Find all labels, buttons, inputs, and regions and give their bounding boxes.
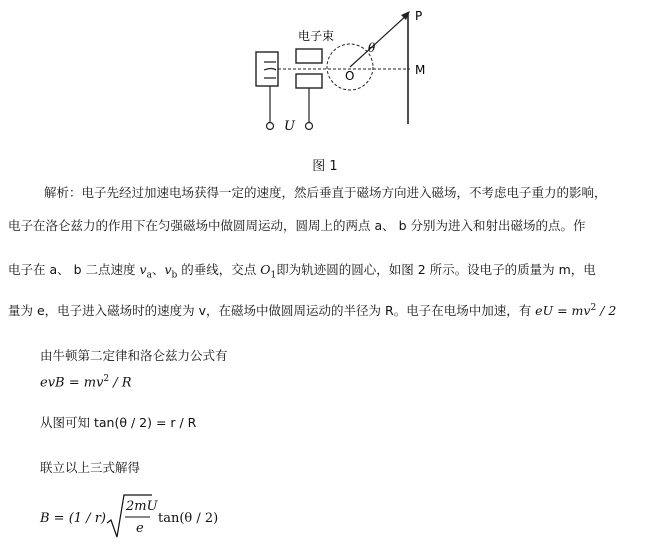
analysis-line-2: 电子在洛仑兹力的作用下在匀强磁场中做圆周运动，圆周上的两点 a、 b 分别为进入和射出磁场的点。作 — [8, 218, 586, 233]
separator: 、 — [151, 262, 165, 277]
apparatus-diagram — [250, 4, 440, 144]
apparatus-figure — [250, 4, 440, 144]
final-denominator: e — [136, 521, 144, 536]
energy-equation: eU = $mv^2 / 2$ — [535, 303, 617, 319]
analysis-line-3-part-a: 电子在 a、 b 二点速度 — [8, 262, 140, 277]
combine-text: 联立以上三式解得 — [40, 460, 141, 475]
center-O1: $O_1$ — [260, 262, 277, 281]
terminal-right — [306, 123, 313, 130]
analysis-line-3 — [8, 263, 648, 283]
analysis-line-1: 解析：电子先经过加速电场获得一定的速度，然后垂直于磁场方向进入磁场，不考虑电子重力的影响， — [44, 185, 607, 200]
label-beam: 电子束 — [298, 29, 335, 43]
anode-lower — [296, 74, 322, 88]
label-theta: θ — [368, 41, 376, 55]
final-numerator: 2mU — [126, 499, 158, 514]
label-O: O — [345, 69, 355, 83]
analysis-line-4 — [8, 301, 648, 318]
velocity-va: $v_a$ — [139, 262, 152, 281]
geometry-relation: 从图可知 tan(θ / 2) = r / R — [40, 415, 197, 430]
deflected-ray — [350, 14, 408, 67]
figure-caption: 图 1 — [312, 159, 338, 174]
filament — [264, 62, 276, 78]
label-U: U — [284, 119, 295, 134]
newton-text: 由牛顿第二定律和洛仑兹力公式有 — [40, 348, 228, 363]
analysis-line-3-part-c: 即为轨迹圆的圆心，如图 2 所示。设电子的质量为 m，电 — [276, 262, 596, 277]
label-M: M — [415, 63, 426, 77]
velocity-vb: $v_b$ — [164, 262, 178, 281]
lorentz-equation: evB = $mv^2$ / R — [40, 374, 132, 391]
analysis-line-4-text: 量为 e，电子进入磁场时的速度为 v，在磁场中做圆周运动的半径为 R。电子在电场中加速，有 — [8, 303, 536, 319]
final-rhs: tan(θ / 2) — [158, 511, 219, 526]
terminal-left — [267, 123, 274, 130]
analysis-line-3-part-b: 的垂线，交点 — [177, 262, 261, 277]
anode-upper — [296, 49, 322, 63]
final-lhs: B = (1 / r) — [40, 511, 106, 526]
label-P: P — [415, 9, 423, 23]
